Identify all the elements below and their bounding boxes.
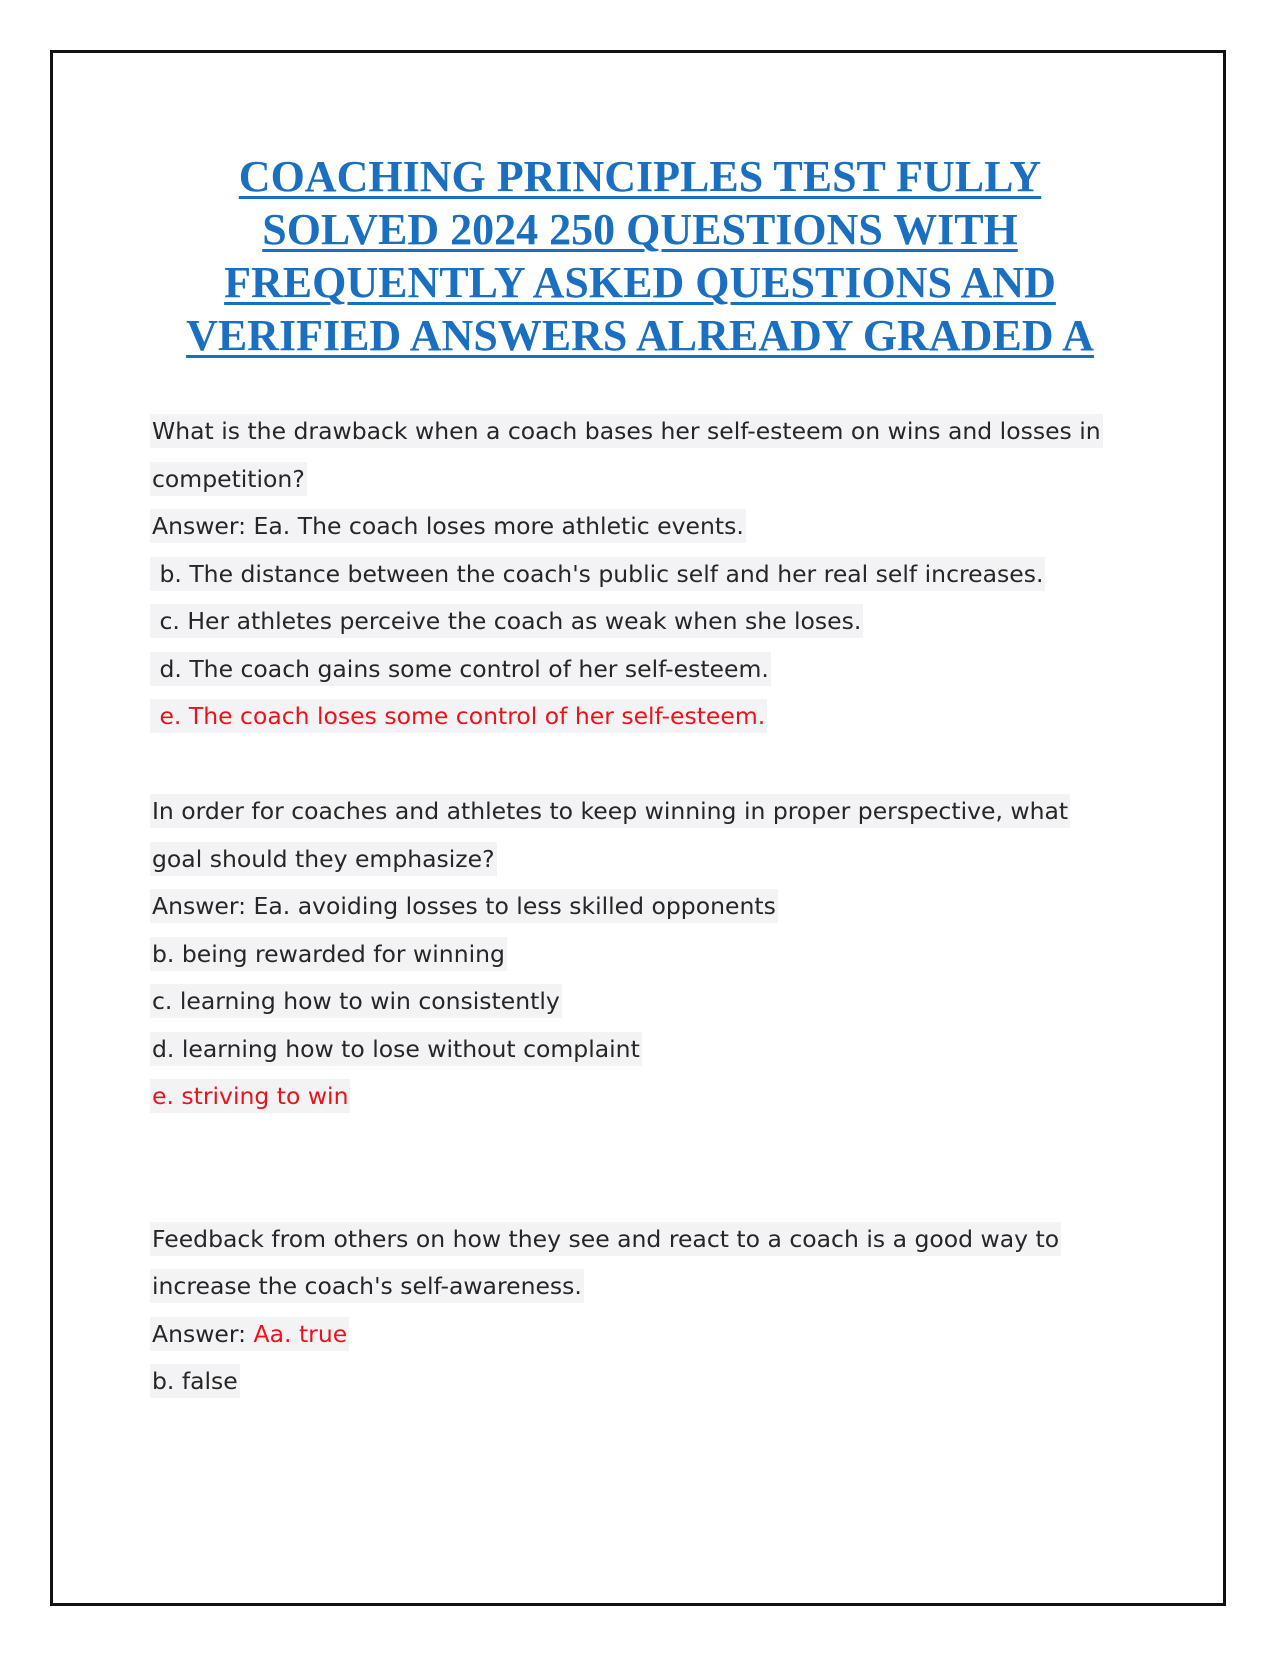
option-line: [150, 1358, 1150, 1406]
option-line: [150, 551, 1150, 599]
answer-prefix: Answer:: [152, 1319, 254, 1348]
option-line: [150, 1026, 1150, 1074]
question-text: competition?: [150, 462, 307, 496]
answer-option: d. learning how to lose without complaint: [150, 1032, 642, 1066]
answer-option: b. false: [150, 1364, 240, 1398]
question-text: increase the coach's self-awareness.: [150, 1269, 584, 1303]
option-line: [150, 978, 1150, 1026]
answer-prefix: Answer:: [152, 892, 254, 920]
question-line: [150, 408, 1150, 456]
answer-line: [150, 503, 1150, 551]
answer-option: Ea. The coach loses more athletic events.: [253, 512, 744, 540]
correct-answer-option: e. striving to win: [150, 1079, 350, 1113]
option-line: [150, 646, 1150, 694]
option-line: [150, 693, 1150, 741]
question-block: [150, 408, 1150, 741]
answer-option: b. The distance between the coach's public self and her real self increases.: [150, 557, 1045, 591]
question-text: In order for coaches and athletes to keep winning in proper perspective, what: [150, 794, 1070, 828]
title-line: FREQUENTLY ASKED QUESTIONS AND: [224, 258, 1056, 307]
option-line: [150, 598, 1150, 646]
correct-answer-option: e. The coach loses some control of her self-esteem.: [150, 699, 767, 733]
question-block: [150, 788, 1150, 1121]
answer-text: [150, 889, 778, 923]
answer-option: b. being rewarded for winning: [150, 937, 507, 971]
answer-line: [150, 883, 1150, 931]
correct-answer-option: Aa. true: [253, 1319, 348, 1348]
document-title: [90, 150, 1190, 362]
option-line: [150, 1073, 1150, 1121]
question-block: [150, 1216, 1150, 1406]
answer-prefix: Answer:: [152, 512, 254, 540]
spacer: [150, 1121, 1150, 1216]
answer-option: c. learning how to win consistently: [150, 984, 562, 1018]
answer-option: Ea. avoiding losses to less skilled opponents: [253, 892, 776, 920]
answer-line: [150, 1311, 1150, 1359]
question-line: [150, 788, 1150, 836]
question-line: [150, 836, 1150, 884]
answer-text: [150, 509, 746, 543]
document-body: [150, 408, 1150, 1406]
question-line: [150, 456, 1150, 504]
question-text: What is the drawback when a coach bases her self-esteem on wins and losses in: [150, 414, 1103, 448]
question-line: [150, 1216, 1150, 1264]
option-line: [150, 931, 1150, 979]
answer-text: [150, 1317, 349, 1351]
answer-option: d. The coach gains some control of her self-esteem.: [150, 652, 771, 686]
question-line: [150, 1263, 1150, 1311]
answer-option: c. Her athletes perceive the coach as weak when she loses.: [150, 604, 863, 638]
title-line: VERIFIED ANSWERS ALREADY GRADED A: [186, 311, 1094, 360]
spacer: [150, 741, 1150, 789]
question-text: goal should they emphasize?: [150, 842, 497, 876]
question-text: Feedback from others on how they see and react to a coach is a good way to: [150, 1222, 1061, 1256]
title-line: COACHING PRINCIPLES TEST FULLY: [238, 152, 1042, 201]
title-line: SOLVED 2024 250 QUESTIONS WITH: [262, 205, 1018, 254]
